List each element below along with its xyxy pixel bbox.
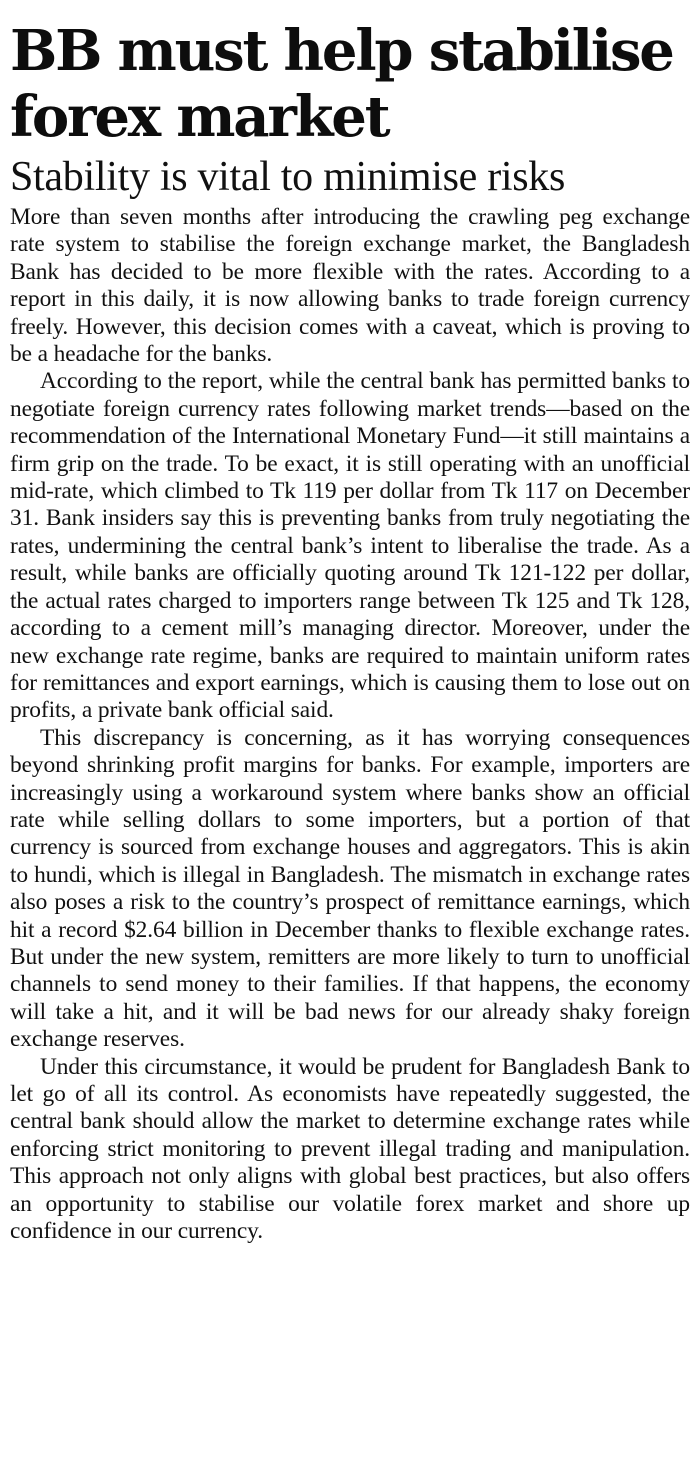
paragraph: According to the report, while the central bank has permitted banks to negotiate foreign currency rates following market trends—based on the recommendation of the International Monetary Fund—it still maintains a firm grip on the trade. To be exact, it is still operating with an unofficial mid-rate, which climbed to Tk 119 per dollar from Tk 117 on December 31. Bank insiders say this is preventing banks from truly negotiating the rates, undermining the central bank’s intent to liberalise the trade. As a result, while banks are officially quoting around Tk 121-122 per dollar, the actual rates charged to importers range between Tk 125 and Tk 128, according to a cement mill’s managing director. Moreover, under the new exchange rate regime, banks are required to maintain uniform rates for remittances and export earnings, which is causing them to lose out on profits, a private bank official said. — [10, 368, 690, 724]
paragraph: Under this circumstance, it would be prudent for Bangladesh Bank to let go of all its control. As economists have repeatedly suggested, the central bank should allow the market to determine exchange rates while enforcing strict monitoring to prevent illegal trading and manipulation. This approach not only aligns with global best practices, but also offers an opportunity to stabilise our volatile forex market and shore up confidence in our currency. — [10, 1053, 690, 1245]
article-body — [10, 204, 690, 1245]
headline: BB must help stabilise forex market — [10, 18, 673, 150]
subheadline: Stability is vital to minimise risks — [10, 154, 566, 200]
paragraph: More than seven months after introducing the crawling peg exchange rate system to stabilise the foreign exchange market, the Bangladesh Bank has decided to be more flexible with the rates. According to a report in this daily, it is now allowing banks to trade foreign currency freely. However, this decision comes with a caveat, which is proving to be a headache for the banks. — [10, 204, 690, 368]
paragraph: This discrepancy is concerning, as it has worrying consequences beyond shrinking profit margins for banks. For example, importers are increasingly using a workaround system where banks show an official rate while selling dollars to some importers, but a portion of that currency is sourced from exchange houses and aggregators. This is akin to hundi, which is illegal in Bangladesh. The mismatch in exchange rates also poses a risk to the country’s prospect of remittance earnings, which hit a record $2.64 billion in December thanks to flexible exchange rates. But under the new system, remitters are more likely to turn to unofficial channels to send money to their families. If that happens, the economy will take a hit, and it will be bad news for our already shaky foreign exchange reserves. — [10, 724, 690, 1053]
